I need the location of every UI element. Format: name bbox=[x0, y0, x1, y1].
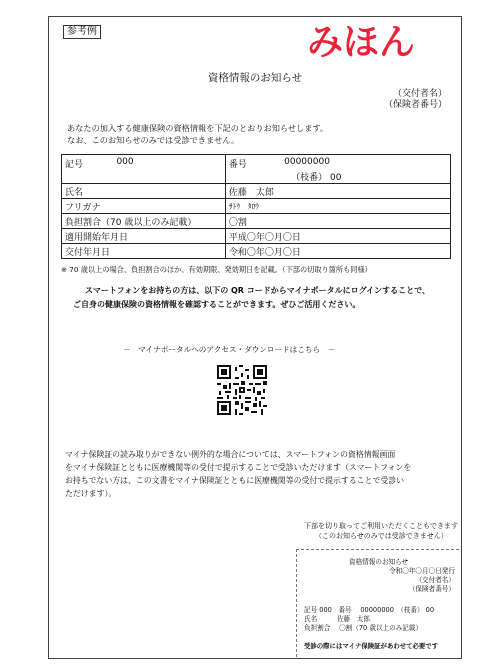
notice-line-2: ご自身の健康保険の資格情報を確認することができます。ぜひご活用ください。 bbox=[73, 300, 361, 309]
kana-value: ｻﾄｳ ﾀﾛｳ bbox=[225, 199, 450, 214]
ratio-label: 負担割合（70 歳以上のみ記載） bbox=[62, 214, 226, 229]
name-label: 氏名 bbox=[62, 184, 226, 199]
stub-insurer-number: （保険者番号） bbox=[408, 585, 455, 593]
body-line-3: お持ちでない方は、この文書をマイナ保険証とともに医療機関等の受付で提示することで受診い bbox=[65, 476, 405, 485]
stub-title: 資格情報のお知らせ bbox=[349, 558, 409, 566]
edaban-value: （枝番） 00 bbox=[281, 169, 450, 184]
table-row bbox=[62, 184, 451, 199]
document-page bbox=[48, 16, 462, 659]
stub-issuer-name: （交付者名） bbox=[415, 576, 455, 584]
sample-watermark: みほん bbox=[307, 22, 416, 63]
bangou-label: 番号 bbox=[225, 155, 281, 184]
issue-date-value: 令和〇年〇月〇日 bbox=[225, 244, 450, 259]
table-row bbox=[62, 155, 451, 170]
table-row bbox=[62, 229, 451, 244]
table-row bbox=[62, 199, 451, 214]
detachable-stub[interactable] bbox=[296, 549, 459, 657]
cut-guide-line-1: 下部を切り取ってご利用いただくこともできます bbox=[304, 522, 458, 530]
issue-date-label: 交付年月日 bbox=[62, 244, 226, 259]
document-title: 資格情報のお知らせ bbox=[207, 72, 303, 84]
bangou-value: 00000000 bbox=[281, 155, 450, 170]
ratio-value: 〇割 bbox=[225, 214, 450, 229]
stub-footer: 受診の際にはマイナ保険証があわせて必要です bbox=[304, 642, 439, 650]
portal-heading: － マイナポータルへのアクセス・ダウンロードはこちら － bbox=[123, 345, 336, 354]
sample-label: 参考例 bbox=[63, 25, 101, 39]
insurer-number: （保険者番号） bbox=[383, 100, 447, 110]
intro-line-2: なお、このお知らせのみでは受診できません。 bbox=[67, 135, 240, 145]
qr-code-icon[interactable] bbox=[217, 365, 267, 415]
kigou-value: 000 bbox=[113, 155, 225, 184]
stub-issue-date: 令和〇年〇月〇日発行 bbox=[389, 567, 455, 575]
stub-id-line: 記号 000 番号 00000000 （枝番） 00 bbox=[304, 606, 435, 614]
name-value: 佐藤 太郎 bbox=[225, 184, 450, 199]
issuer-name: （交付者名） bbox=[392, 89, 447, 99]
table-row bbox=[62, 214, 451, 229]
body-line-4: ただけます）。 bbox=[65, 489, 117, 498]
eligibility-table bbox=[61, 154, 451, 259]
stub-name-line: 氏名 佐藤 太郎 bbox=[304, 615, 370, 623]
body-line-2: をマイナ保険証とともに医療機関等の受付で提示することで受診いただけます（スマートフォンを bbox=[65, 463, 412, 472]
body-line-1: マイナ保険証の読み取りができない例外的な場合については、スマートフォンの資格情報画面 bbox=[65, 450, 396, 459]
cut-guide-line-2: （このお知らせのみでは受診できません） bbox=[315, 532, 448, 540]
table-row bbox=[62, 244, 451, 259]
start-date-label: 適用開始年月日 bbox=[62, 229, 226, 244]
table-footnote: ※ 70 歳以上の場合、負担割合のほか、有効期限、発効期日を記載。（下部の切取り箇所も同様） bbox=[61, 265, 372, 274]
intro-line-1: あなたの加入する健康保険の資格情報を下記のとおりお知らせします。 bbox=[67, 123, 329, 133]
notice-line-1: スマートフォンをお持ちの方は、以下の QR コードからマイナポータルにログインすることで、 bbox=[85, 286, 431, 295]
kana-label: フリガナ bbox=[62, 199, 226, 214]
start-date-value: 平成〇年〇月〇日 bbox=[225, 229, 450, 244]
kigou-label: 記号 bbox=[62, 155, 114, 184]
stub-ratio-line: 負担割合 〇割（70 歳以上のみ記載） bbox=[304, 624, 423, 632]
